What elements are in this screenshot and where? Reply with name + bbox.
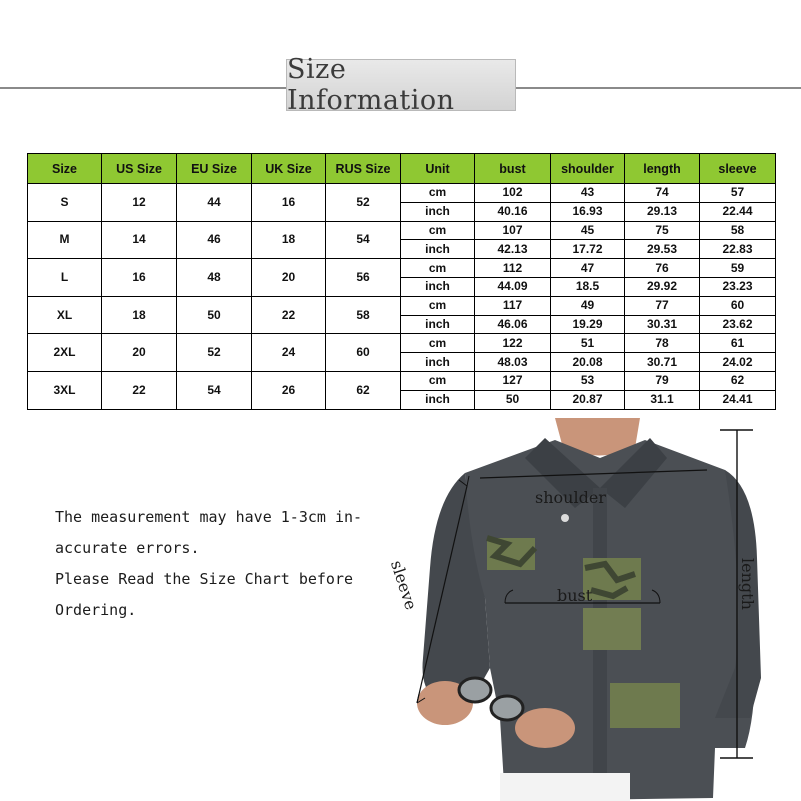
column-header: bust bbox=[475, 154, 551, 184]
size-cell-uk: 18 bbox=[252, 221, 326, 259]
size-cell-uk: 26 bbox=[252, 371, 326, 409]
size-cell-us: 16 bbox=[102, 259, 177, 297]
size-cell-rus: 58 bbox=[326, 296, 401, 334]
measure-cell-unit: cm bbox=[401, 334, 475, 353]
size-cell-eu: 52 bbox=[177, 334, 252, 372]
measure-cell-shoulder: 47 bbox=[551, 259, 625, 278]
size-cell-rus: 60 bbox=[326, 334, 401, 372]
measure-cell-length: 30.31 bbox=[625, 315, 700, 334]
measure-cell-length: 78 bbox=[625, 334, 700, 353]
measure-cell-shoulder: 49 bbox=[551, 296, 625, 315]
size-cell-eu: 44 bbox=[177, 184, 252, 222]
measure-cell-bust: 50 bbox=[475, 390, 551, 409]
measure-cell-length: 31.1 bbox=[625, 390, 700, 409]
size-cell-rus: 52 bbox=[326, 184, 401, 222]
size-cell-uk: 20 bbox=[252, 259, 326, 297]
measure-cell-bust: 46.06 bbox=[475, 315, 551, 334]
measure-cell-length: 75 bbox=[625, 221, 700, 240]
measure-cell-unit: cm bbox=[401, 259, 475, 278]
measure-cell-unit: inch bbox=[401, 390, 475, 409]
column-header: sleeve bbox=[700, 154, 776, 184]
measure-cell-bust: 48.03 bbox=[475, 353, 551, 372]
sunglasses-lens bbox=[491, 696, 523, 720]
size-cell-uk: 16 bbox=[252, 184, 326, 222]
size-cell-us: 14 bbox=[102, 221, 177, 259]
sleeve-label: sleeve bbox=[386, 558, 421, 613]
measure-cell-length: 74 bbox=[625, 184, 700, 203]
column-header: US Size bbox=[102, 154, 177, 184]
measure-cell-shoulder: 19.29 bbox=[551, 315, 625, 334]
size-cell-us: 18 bbox=[102, 296, 177, 334]
measure-cell-bust: 42.13 bbox=[475, 240, 551, 259]
size-cell-rus: 54 bbox=[326, 221, 401, 259]
measure-cell-unit: inch bbox=[401, 353, 475, 372]
measure-cell-bust: 44.09 bbox=[475, 277, 551, 296]
model-measurement-photo bbox=[386, 418, 801, 801]
table-header-row bbox=[28, 154, 776, 184]
size-cell-size: S bbox=[28, 184, 102, 222]
measure-cell-shoulder: 20.87 bbox=[551, 390, 625, 409]
size-cell-eu: 54 bbox=[177, 371, 252, 409]
column-header: Size bbox=[28, 154, 102, 184]
size-cell-rus: 62 bbox=[326, 371, 401, 409]
bust-label: bust bbox=[557, 586, 593, 605]
size-cell-eu: 48 bbox=[177, 259, 252, 297]
measure-cell-sleeve: 24.41 bbox=[700, 390, 776, 409]
measure-cell-sleeve: 62 bbox=[700, 371, 776, 390]
measure-cell-unit: inch bbox=[401, 277, 475, 296]
note-line: Ordering. bbox=[55, 601, 137, 619]
header-divider-right bbox=[516, 87, 801, 89]
white-trousers bbox=[500, 773, 630, 801]
length-label: length bbox=[738, 558, 757, 610]
table-row bbox=[28, 296, 776, 315]
measure-cell-shoulder: 16.93 bbox=[551, 202, 625, 221]
measure-cell-shoulder: 51 bbox=[551, 334, 625, 353]
right-hand bbox=[515, 708, 575, 748]
size-cell-eu: 46 bbox=[177, 221, 252, 259]
measure-cell-unit: cm bbox=[401, 221, 475, 240]
size-cell-us: 12 bbox=[102, 184, 177, 222]
measure-cell-shoulder: 43 bbox=[551, 184, 625, 203]
measure-cell-length: 79 bbox=[625, 371, 700, 390]
size-cell-size: 3XL bbox=[28, 371, 102, 409]
measure-cell-sleeve: 22.44 bbox=[700, 202, 776, 221]
size-cell-size: 2XL bbox=[28, 334, 102, 372]
camo-cuff bbox=[610, 683, 680, 728]
size-cell-rus: 56 bbox=[326, 259, 401, 297]
note-line: The measurement may have 1-3cm in- bbox=[55, 508, 363, 526]
measure-cell-unit: inch bbox=[401, 202, 475, 221]
header-divider-left bbox=[0, 87, 286, 89]
measure-cell-unit: inch bbox=[401, 315, 475, 334]
table-row bbox=[28, 221, 776, 240]
measure-cell-bust: 40.16 bbox=[475, 202, 551, 221]
measure-cell-unit: cm bbox=[401, 296, 475, 315]
lower-camo-panel bbox=[583, 608, 641, 650]
column-header: length bbox=[625, 154, 700, 184]
measure-cell-sleeve: 57 bbox=[700, 184, 776, 203]
measure-cell-sleeve: 23.62 bbox=[700, 315, 776, 334]
measure-cell-sleeve: 60 bbox=[700, 296, 776, 315]
table-row bbox=[28, 259, 776, 278]
sunglasses-lens bbox=[459, 678, 491, 702]
measure-cell-sleeve: 59 bbox=[700, 259, 776, 278]
column-header: Unit bbox=[401, 154, 475, 184]
column-header: UK Size bbox=[252, 154, 326, 184]
column-header: EU Size bbox=[177, 154, 252, 184]
measure-cell-sleeve: 61 bbox=[700, 334, 776, 353]
measure-cell-bust: 107 bbox=[475, 221, 551, 240]
note-line: Please Read the Size Chart before bbox=[55, 570, 354, 588]
measure-cell-unit: inch bbox=[401, 240, 475, 259]
measure-cell-unit: cm bbox=[401, 184, 475, 203]
size-cell-size: M bbox=[28, 221, 102, 259]
measure-cell-length: 29.92 bbox=[625, 277, 700, 296]
measure-cell-shoulder: 20.08 bbox=[551, 353, 625, 372]
measure-cell-bust: 102 bbox=[475, 184, 551, 203]
measurement-note bbox=[55, 502, 395, 626]
measure-cell-length: 77 bbox=[625, 296, 700, 315]
size-cell-us: 20 bbox=[102, 334, 177, 372]
size-chart-table bbox=[27, 153, 776, 410]
measure-cell-length: 76 bbox=[625, 259, 700, 278]
size-cell-us: 22 bbox=[102, 371, 177, 409]
measure-cell-sleeve: 23.23 bbox=[700, 277, 776, 296]
shirt-button bbox=[561, 514, 569, 522]
note-line: accurate errors. bbox=[55, 539, 200, 557]
shoulder-label: shoulder bbox=[535, 488, 606, 507]
measure-cell-length: 29.53 bbox=[625, 240, 700, 259]
table-row bbox=[28, 334, 776, 353]
size-cell-eu: 50 bbox=[177, 296, 252, 334]
measure-cell-sleeve: 58 bbox=[700, 221, 776, 240]
measure-cell-bust: 117 bbox=[475, 296, 551, 315]
measure-cell-bust: 127 bbox=[475, 371, 551, 390]
measure-cell-sleeve: 24.02 bbox=[700, 353, 776, 372]
measure-cell-shoulder: 45 bbox=[551, 221, 625, 240]
size-cell-size: L bbox=[28, 259, 102, 297]
measure-cell-unit: cm bbox=[401, 371, 475, 390]
section-title: Size Information bbox=[286, 59, 516, 111]
table-row bbox=[28, 371, 776, 390]
table-row bbox=[28, 184, 776, 203]
measure-cell-shoulder: 53 bbox=[551, 371, 625, 390]
measure-cell-shoulder: 17.72 bbox=[551, 240, 625, 259]
size-cell-size: XL bbox=[28, 296, 102, 334]
size-cell-uk: 24 bbox=[252, 334, 326, 372]
measure-cell-sleeve: 22.83 bbox=[700, 240, 776, 259]
measure-cell-length: 29.13 bbox=[625, 202, 700, 221]
column-header: RUS Size bbox=[326, 154, 401, 184]
measure-cell-shoulder: 18.5 bbox=[551, 277, 625, 296]
measure-cell-bust: 112 bbox=[475, 259, 551, 278]
measure-cell-bust: 122 bbox=[475, 334, 551, 353]
size-cell-uk: 22 bbox=[252, 296, 326, 334]
column-header: shoulder bbox=[551, 154, 625, 184]
measure-cell-length: 30.71 bbox=[625, 353, 700, 372]
